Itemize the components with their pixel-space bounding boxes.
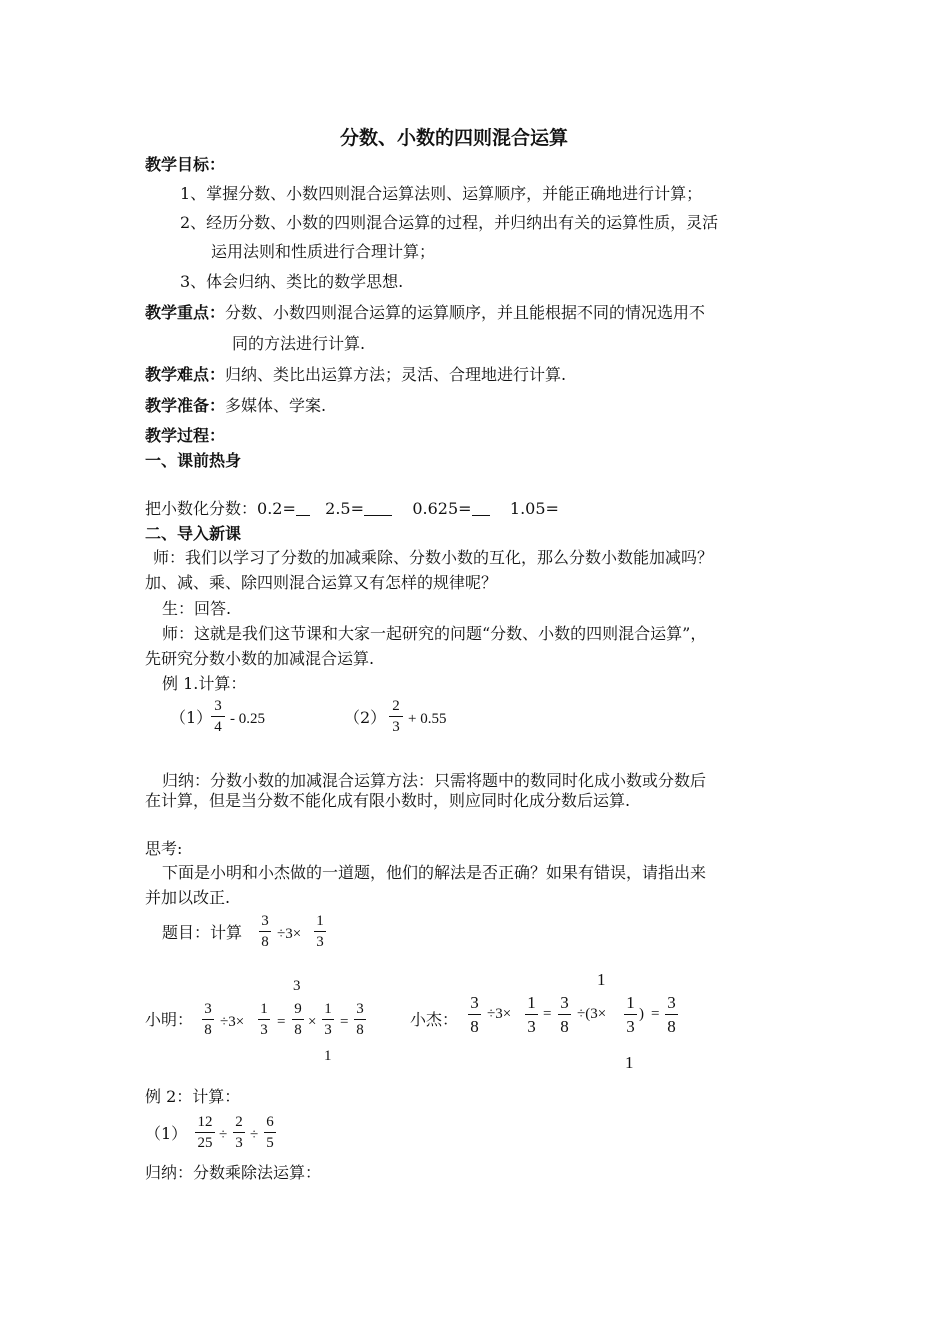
- xiaoming-frac-3-8: [202, 1000, 214, 1039]
- blank-3: [472, 499, 490, 516]
- ex1-part1-rest: - 0.25: [230, 711, 265, 727]
- fraction-bar: [292, 1019, 304, 1020]
- fraction-bar: [258, 1019, 270, 1020]
- xiaoming-eq-1: =: [277, 1014, 286, 1030]
- think-heading: 思考:: [145, 839, 183, 858]
- numerator: 9: [294, 1001, 302, 1017]
- prep-label: 教学准备：: [145, 396, 226, 415]
- xiaojie-frac-3-8: [468, 992, 481, 1037]
- numerator: 1: [260, 1001, 268, 1017]
- ex2-frac-2-3: [233, 1113, 245, 1152]
- numerator: 2: [235, 1114, 243, 1130]
- goal-item-2a: 2、经历分数、小数的四则混合运算的过程，并归纳出有关的运算性质，灵活: [180, 213, 719, 232]
- xiaojie-cancel-bottom-1: 1: [625, 1053, 634, 1072]
- numerator: 3: [204, 1001, 212, 1017]
- denominator: 8: [470, 1017, 479, 1036]
- goal-item-3: 3、体会归纳、类比的数学思想.: [180, 272, 404, 291]
- xiaoming-op-1: ÷3×: [220, 1014, 245, 1030]
- numerator: 3: [356, 1001, 364, 1017]
- denominator: 3: [626, 1017, 635, 1036]
- ex1-part1-denominator: 4: [214, 719, 222, 735]
- xiaoming-frac-3-8b: [354, 1000, 366, 1039]
- denominator: 3: [324, 1022, 332, 1038]
- key-text-b: 同的方法进行计算.: [232, 334, 366, 353]
- ex1-part2-fraction: [389, 697, 403, 736]
- example1-heading: 例 1.计算：: [162, 674, 247, 693]
- fraction-bar: [665, 1014, 678, 1015]
- fraction-bar: [202, 1019, 214, 1020]
- numerator: 3: [261, 913, 269, 929]
- summary2: 归纳：分数乘除法运算：: [145, 1163, 322, 1182]
- xiaojie-frac-3-8c: [665, 992, 678, 1037]
- fraction-bar: [322, 1019, 334, 1020]
- xiaojie-paren-close: ): [639, 1006, 644, 1022]
- denominator: 25: [197, 1135, 213, 1151]
- summary1-b: 在计算，但是当分数不能化成有限小数时，则应同时化成分数后运算.: [145, 791, 631, 810]
- xiaoming-times: ×: [308, 1014, 317, 1030]
- fraction-bar: [558, 1014, 571, 1015]
- numerator: 3: [470, 993, 479, 1012]
- problem-label: 题目：计算: [162, 923, 243, 942]
- ex2-frac-6-5: [264, 1113, 276, 1152]
- xiaojie-frac-1-3: [525, 992, 538, 1037]
- ex1-part2-label: （2）: [344, 708, 387, 727]
- warmup-prompt: 把小数化分数：: [145, 499, 258, 518]
- xiaojie-eq-1: =: [543, 1006, 552, 1022]
- denominator: 3: [316, 934, 324, 950]
- blank-1: [296, 499, 310, 516]
- ex1-part1-fraction: [211, 697, 225, 736]
- think-text-b: 并加以改正.: [145, 888, 231, 907]
- xiaoming-eq-2: =: [340, 1014, 349, 1030]
- problem-fraction-3-8: [259, 912, 271, 951]
- fraction-bar: [264, 1132, 276, 1133]
- fraction-bar: [525, 1014, 538, 1015]
- blank-2: [364, 499, 392, 516]
- difficulty-text: 归纳、类比出运算方法；灵活、合理地进行计算.: [225, 365, 567, 384]
- difficulty: [145, 365, 566, 385]
- warmup-q1: 0.2=: [257, 499, 296, 518]
- summary1-a: 归纳：分数小数的加减混合运算方法：只需将题中的数同时化成小数或分数后: [162, 771, 707, 790]
- warmup-q4: 1.05=: [509, 499, 559, 518]
- xiaojie-frac-1-3b: [624, 992, 637, 1037]
- xiaojie-cancel-top-1: 1: [597, 970, 606, 989]
- goal-item-2b: 运用法则和性质进行合理计算；: [211, 242, 436, 261]
- ex1-part2-numerator: 2: [392, 698, 400, 714]
- fraction-bar: [233, 1132, 245, 1133]
- xiaojie-op-2: ÷(3×: [577, 1006, 607, 1022]
- numerator: 1: [316, 913, 324, 929]
- goal-item-1: 1、掌握分数、小数四则混合运算法则、运算顺序，并能正确地进行计算；: [180, 184, 703, 203]
- xiaojie-label: 小杰：: [410, 1010, 459, 1029]
- prep-text: 多媒体、学案.: [225, 396, 327, 415]
- warmup-q2: 2.5=: [325, 499, 364, 518]
- ex2-div-2: ÷: [250, 1127, 259, 1143]
- denominator: 5: [266, 1135, 274, 1151]
- warmup-q3: 0.625=: [412, 499, 472, 518]
- fraction-bar: [468, 1014, 481, 1015]
- fraction-bar: [389, 716, 403, 717]
- goals-heading: 教学目标：: [145, 155, 226, 174]
- ex2-div-1: ÷: [219, 1127, 228, 1143]
- fraction-bar: [259, 931, 271, 932]
- fraction-bar: [354, 1019, 366, 1020]
- section2-heading: 二、导入新课: [145, 524, 242, 543]
- denominator: 8: [356, 1022, 364, 1038]
- fraction-bar: [211, 716, 225, 717]
- problem-operator: ÷3×: [277, 926, 302, 942]
- ex1-part2-denominator: 3: [392, 719, 400, 735]
- teacher-text-2b: 先研究分数小数的加减混合运算.: [145, 649, 375, 668]
- denominator: 8: [294, 1022, 302, 1038]
- xiaojie-frac-3-8b: [558, 992, 571, 1037]
- key-text-a: 分数、小数四则混合运算的运算顺序，并且能根据不同的情况选用不: [225, 303, 706, 322]
- student-text: 生：回答.: [162, 599, 232, 618]
- problem-fraction-1-3: [314, 912, 326, 951]
- denominator: 8: [667, 1017, 676, 1036]
- teacher-text-1a: 师：我们以学习了分数的加减乘除、分数小数的互化，那么分数小数能加减吗？: [153, 548, 714, 567]
- page-title: 分数、小数的四则混合运算: [340, 127, 569, 149]
- denominator: 3: [260, 1022, 268, 1038]
- numerator: 3: [560, 993, 569, 1012]
- xiaoming-frac-9-8: [292, 1000, 304, 1039]
- key-point: [145, 303, 705, 323]
- preparation: [145, 396, 326, 416]
- denominator: 8: [204, 1022, 212, 1038]
- ex1-part2-rest: + 0.55: [408, 711, 447, 727]
- ex2-frac-12-25: [195, 1113, 215, 1152]
- ex1-part1-label: （1）: [170, 708, 213, 727]
- think-text-a: 下面是小明和小杰做的一道题，他们的解法是否正确？如果有错误，请指出来: [162, 863, 707, 882]
- xiaoming-label: 小明：: [145, 1010, 194, 1029]
- denominator: 8: [261, 934, 269, 950]
- fraction-bar: [195, 1132, 215, 1133]
- denominator: 3: [235, 1135, 243, 1151]
- xiaoming-cancel-top-3: 3: [293, 978, 301, 994]
- denominator: 8: [560, 1017, 569, 1036]
- numerator: 1: [324, 1001, 332, 1017]
- denominator: 3: [527, 1017, 536, 1036]
- difficulty-label: 教学难点：: [145, 365, 226, 384]
- xiaoming-frac-1-3b: [322, 1000, 334, 1039]
- key-label: 教学重点：: [145, 303, 226, 322]
- ex2-label: （1）: [145, 1124, 188, 1143]
- teacher-text-1b: 加、减、乘、除四则混合运算又有怎样的规律呢？: [145, 573, 498, 592]
- xiaoming-cancel-bottom-1: 1: [324, 1048, 332, 1064]
- section1-heading: 一、课前热身: [145, 451, 242, 470]
- numerator: 12: [197, 1114, 213, 1130]
- fraction-bar: [624, 1014, 637, 1015]
- xiaojie-eq-2: =: [651, 1006, 660, 1022]
- numerator: 3: [667, 993, 676, 1012]
- process-heading: 教学过程：: [145, 426, 226, 445]
- xiaojie-op-1: ÷3×: [487, 1006, 512, 1022]
- xiaoming-frac-1-3: [258, 1000, 270, 1039]
- numerator: 1: [626, 993, 635, 1012]
- numerator: 6: [266, 1114, 274, 1130]
- fraction-bar: [314, 931, 326, 932]
- warmup-line: [145, 499, 559, 519]
- example2-heading: 例 2：计算：: [145, 1087, 241, 1106]
- ex1-part1-numerator: 3: [214, 698, 222, 714]
- numerator: 1: [527, 993, 536, 1012]
- teacher-text-2a: 师：这就是我们这节课和大家一起研究的问题“分数、小数的四则混合运算”，: [162, 624, 707, 643]
